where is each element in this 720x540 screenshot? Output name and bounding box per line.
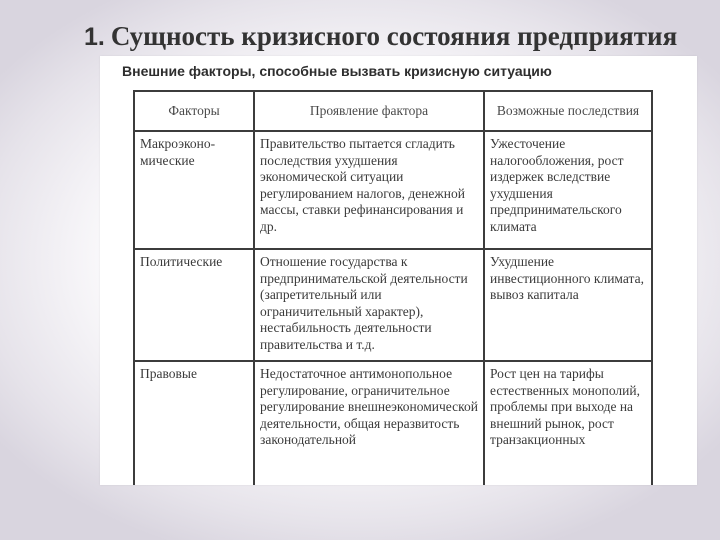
header-manifestation: Проявление фактора bbox=[254, 91, 484, 131]
scanned-document bbox=[100, 56, 697, 485]
slide-title bbox=[84, 16, 714, 56]
cell-consequences: Ухудшение инвестиционного климата, вывоз капитала bbox=[484, 249, 652, 361]
cell-consequences: Рост цен на тарифы естественных монополий, проблемы при выходе на внешний рынок, рост транзакционных bbox=[484, 361, 652, 485]
table-header-row bbox=[134, 91, 652, 131]
cell-factor: Политические bbox=[134, 249, 254, 361]
slide-number: 1. bbox=[84, 23, 105, 51]
table-caption: Внешние факторы, способные вызвать кризисную ситуацию bbox=[122, 63, 552, 79]
cell-manifestation: Недостаточное антимонопольное регулирование, ограничительное регулирование внешнеэкономической деятельности, общая неразвитость законодательной bbox=[254, 361, 484, 485]
table-row bbox=[134, 361, 652, 485]
slide-title-text: Сущность кризисного состояния предприятия bbox=[110, 21, 678, 51]
cell-consequences: Ужесточение налогообложения, рост издержек вследствие ухудшения предпринимательского климата bbox=[484, 131, 652, 249]
cell-manifestation: Отношение государства к предпринимательской деятельности (запретительный или ограничительный характер), нестабильность деятельности правительства и т.д. bbox=[254, 249, 484, 361]
cell-factor: Макроэконо-мические bbox=[134, 131, 254, 249]
table-row bbox=[134, 131, 652, 249]
header-factors: Факторы bbox=[134, 91, 254, 131]
cell-factor: Правовые bbox=[134, 361, 254, 485]
header-consequences: Возможные последствия bbox=[484, 91, 652, 131]
table-row bbox=[134, 249, 652, 361]
cell-manifestation: Правительство пытается сгладить последствия ухудшения экономической ситуации регулированием налогов, денежной массы, ставки рефинансирования и др. bbox=[254, 131, 484, 249]
factors-table bbox=[133, 90, 653, 485]
